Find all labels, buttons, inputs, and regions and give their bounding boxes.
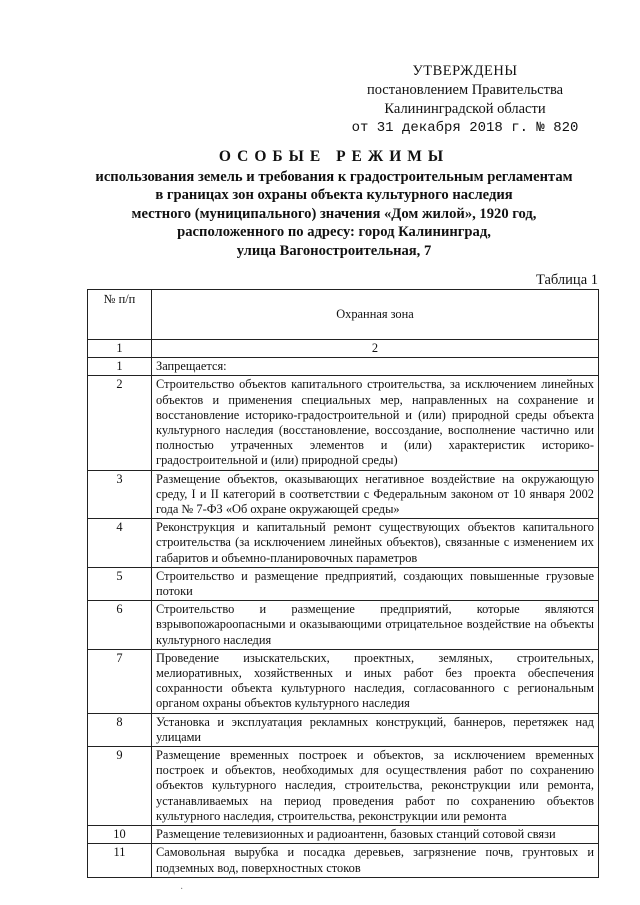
document-title <box>60 148 608 260</box>
table-row <box>88 470 599 519</box>
approval-line-2: Калининградской области <box>384 101 546 117</box>
table-row <box>88 649 599 713</box>
document-title-line-3: местного (муниципального) значения «Дом жилой», 1920 год, <box>131 205 537 222</box>
approval-title: УТВЕРЖДЕНЫ <box>412 63 518 79</box>
approval-block <box>330 62 600 138</box>
row-text: Размещение телевизионных и радиоантенн, базовых станций сотовой связи <box>152 826 599 844</box>
table-row <box>88 844 599 877</box>
row-text: Установка и эксплуатация рекламных конструкций, баннеров, перетяжек над улицами <box>152 713 599 746</box>
zones-table <box>87 289 599 878</box>
header-number: № п/п <box>88 290 152 340</box>
table-index-row <box>88 340 599 358</box>
approval-date: от 31 декабря 2018 г. № 820 <box>351 120 579 136</box>
row-number: 3 <box>88 470 152 519</box>
table-row <box>88 567 599 600</box>
row-number: 5 <box>88 567 152 600</box>
table-row <box>88 358 599 376</box>
row-number: 2 <box>88 376 152 470</box>
table-caption: Таблица 1 <box>535 272 598 288</box>
row-number: 6 <box>88 601 152 650</box>
row-text: Размещение временных построек и объектов, за исключением временных построек и объектов, необходимых для осуществления работ по сохранению объектов культурного наследия, строительства, реконструкции или ремонта, устанавливаемых на период проведения работ по сохранению объектов культурного наследия, строительства, реконструкции или ремонта <box>152 747 599 826</box>
table-row <box>88 519 599 568</box>
row-number: 4 <box>88 519 152 568</box>
row-number: 8 <box>88 713 152 746</box>
table-row <box>88 713 599 746</box>
table-row <box>88 376 599 470</box>
row-text: Размещение объектов, оказывающих негативное воздействие на окружающую среду, I и II категорий в соответствии с Федеральным законом от 10 января 2002 года № 7-ФЗ «Об охране окружающей среды» <box>152 470 599 519</box>
row-number: 10 <box>88 826 152 844</box>
document-title-line-4: расположенного по адресу: город Калининград, <box>177 224 491 240</box>
index-cell-2: 2 <box>152 340 599 358</box>
row-number: 1 <box>88 358 152 376</box>
document-title-line-2: в границах зон охраны объекта культурного наследия <box>155 187 513 203</box>
document-title-main: ОСОБЫЕ РЕЖИМЫ <box>218 148 450 165</box>
row-text: Строительство и размещение предприятий, создающих повышенные грузовые потоки <box>152 567 599 600</box>
row-text: Реконструкция и капитальный ремонт существующих объектов капитального строительства (за исключением линейных объектов), связанные с изменением их габаритов и объемно-планировочных параметров <box>152 519 599 568</box>
approval-line-1: постановлением Правительства <box>366 82 564 98</box>
table-row <box>88 826 599 844</box>
row-number: 11 <box>88 844 152 877</box>
index-cell-1: 1 <box>88 340 152 358</box>
table-row <box>88 601 599 650</box>
table-row <box>88 747 599 826</box>
row-text: Самовольная вырубка и посадка деревьев, загрязнение почв, грунтовых и подземных вод, поверхностных стоков <box>152 844 599 877</box>
row-number: 9 <box>88 747 152 826</box>
page-mark: · <box>180 884 184 895</box>
row-text: Строительство объектов капитального строительства, за исключением линейных объектов и применения специальных мер, направленных на сохранение и восстановление историко-градостроительной и (или) природной среды объекта культурного наследия (восстановление, воссоздание, восполнение частично или полностью утраченных элементов и (или) характеристик историко-градостроительной и (или) природной среды) <box>152 376 599 470</box>
document-title-line-5: улица Вагоностроительная, 7 <box>236 242 432 259</box>
row-text: Запрещается: <box>152 358 599 376</box>
header-zone: Охранная зона <box>152 290 599 340</box>
row-number: 7 <box>88 649 152 713</box>
row-text: Строительство и размещение предприятий, которые являются взрывопожароопасными и оказывающими отрицательное воздействие на объекты культурного наследия <box>152 601 599 650</box>
table-header-row <box>88 290 599 340</box>
row-text: Проведение изыскательских, проектных, земляных, строительных, мелиоративных, хозяйственных и иных работ без проекта обеспечения сохранности объекта культурного наследия, согласованного с региональным органом охраны объектов культурного наследия <box>152 649 599 713</box>
document-title-line-1: использования земель и требования к градостроительным регламентам <box>95 168 573 185</box>
